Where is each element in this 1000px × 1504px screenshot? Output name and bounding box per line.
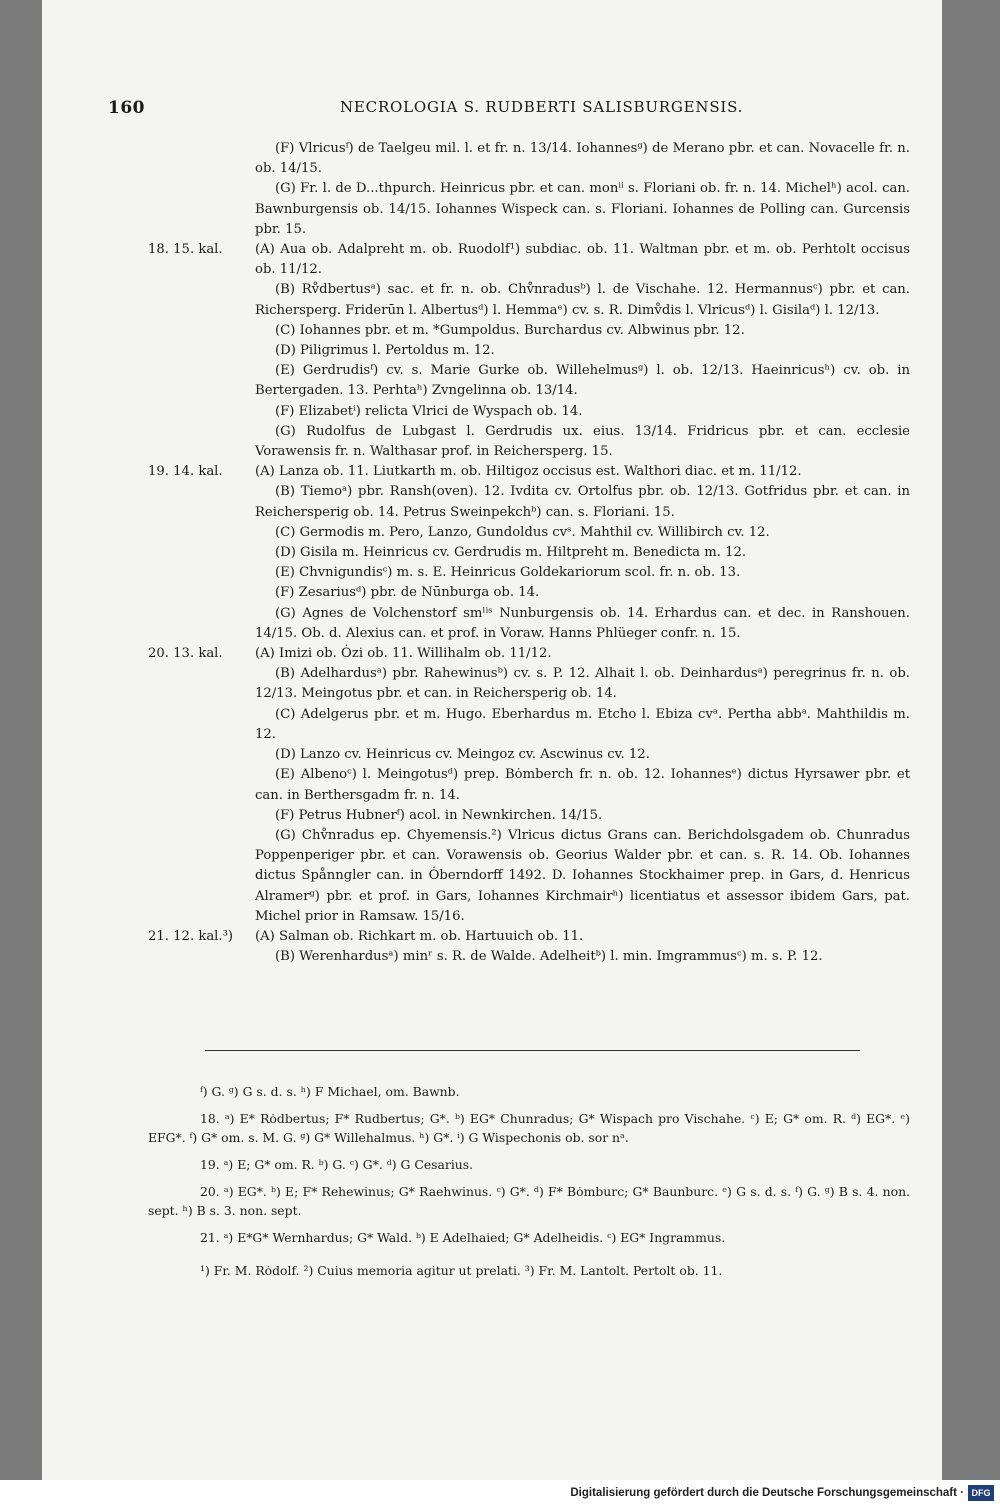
entry-paragraph: (E) Chvnigundisᶜ) m. s. E. Heinricus Goldekariorum scol. fr. n. ob. 13. bbox=[275, 565, 741, 581]
necrology-text bbox=[148, 139, 910, 967]
entry-paragraph: (F) Elizabetⁱ) relicta Vlrici de Wyspach ob. 14. bbox=[275, 403, 583, 419]
day-heading-row bbox=[148, 644, 910, 664]
day-entry bbox=[148, 139, 910, 240]
entry-paragraph: (A) Aua ob. Adalpreht m. ob. Ruodolf¹) subdiac. ob. 11. Waltman pbr. et m. ob. Perhtolt occisus ob. 11/12. bbox=[255, 242, 910, 278]
entry-paragraph: (D) Gisila m. Heinricus cv. Gerdrudis m. Hiltpreht m. Benedicta m. 12. bbox=[275, 545, 747, 561]
entry-paragraph: (C) Germodis m. Pero, Lanzo, Gundoldus cvˢ. Mahthil cv. Willibirch cv. 12. bbox=[275, 524, 770, 540]
running-head: NECROLOGIA S. RUDBERTI SALISBURGENSIS. bbox=[340, 98, 744, 116]
date-label: 19. 14. kal. bbox=[148, 464, 223, 480]
entry-paragraph: (B) Tiemoᵃ) pbr. Ransh(oven). 12. Ivdita cv. Ortolfus pbr. ob. 12/13. Gotfridus pbr. et can. in Reichersperig ob. 14. Petrus Sweinpekchᵇ) can. s. Floriani. 15. bbox=[255, 484, 910, 520]
day-heading-row bbox=[148, 240, 910, 280]
entry-paragraph: (D) Lanzo cv. Heinricus cv. Meingoz cv. Ascwinus cv. 12. bbox=[275, 747, 650, 763]
apparatus-note: 19. ᵃ) E; G* om. R. ᵇ) G. ᶜ) G*. ᵈ) G Cesarius. bbox=[200, 1157, 474, 1172]
entry-paragraph: (G) Fr. l. de D...thpurch. Heinricus pbr. et can. monⁱⁱ s. Floriani ob. fr. n. 14. Michelʰ) acol. can. Bawnburgensis ob. 14/15. Iohannes Wispeck can. s. Floriani. Iohannes de Polling can. Gurcensis pbr. 15. bbox=[255, 181, 910, 237]
day-heading-row bbox=[148, 462, 910, 482]
entry-paragraph: (G) Chv̊nradus ep. Chyemensis.²) Vlricus dictus Grans can. Berichdolsgadem ob. Chunradus Poppenperiger pbr. et can. Vorawensis ob. Georius Walder pbr. et can. s. R. 14. Ob. Iohannes dictus Spånngler can. in Ȯberndorff 1492. D. Iohannes Stockhaimer prep. in Gars, d. Henricus Alramerᵍ) pbr. et prof. in Gars, Iohannes Kirchmairʰ) licentiatus et assessor ibidem Gars, pat. Michel prior in Ramsaw. 15/16. bbox=[255, 827, 910, 924]
entry-paragraph: (F) Zesariusᵈ) pbr. de Nūnburga ob. 14. bbox=[275, 585, 540, 601]
dfg-logo-icon: DFG bbox=[968, 1485, 994, 1501]
apparatus-note: 21. ᵃ) E*G* Wernhardus; G* Wald. ᵇ) E Adelhaied; G* Adelheidis. ᶜ) EG* Ingrammus. bbox=[200, 1230, 726, 1245]
entry-paragraph: (B) Adelhardusᵃ) pbr. Rahewinusᵇ) cv. s. P. 12. Alhait l. ob. Deinhardusᵃ) peregrinus fr. n. ob. 12/13. Meingotus pbr. et can. in Reichersperig ob. 14. bbox=[255, 666, 910, 702]
footnote-rule bbox=[205, 1050, 860, 1055]
entry-paragraph: (E) Albenoᶜ) l. Meingotusᵈ) prep. Bȯmberch fr. n. ob. 12. Iohannesᵉ) dictus Hyrsawer pbr. et can. in Berthersgadm fr. n. 14. bbox=[255, 767, 910, 803]
day-heading-row bbox=[148, 927, 910, 947]
apparatus-notes bbox=[148, 1082, 910, 1288]
entry-paragraph: (A) Salman ob. Richkart m. ob. Hartuuich ob. 11. bbox=[255, 928, 584, 944]
page-number: 160 bbox=[108, 98, 145, 118]
entry-paragraph: (A) Lanza ob. 11. Liutkarth m. ob. Hiltigoz occisus est. Walthori diac. et m. 11/12. bbox=[255, 464, 802, 480]
apparatus-note: 18. ᵃ) E* Rȯdbertus; F* Rudbertus; G*. ᵇ) EG* Chunradus; G* Wispach pro Vischahe. ᶜ) E; G* om. R. ᵈ) EG*. ᵉ) EFG*. ᶠ) G* om. s. M. G. ᵍ) G* Willehalmus. ʰ) G*. ⁱ) G Wispechonis ob. sor nᵃ. bbox=[148, 1111, 910, 1145]
entry-paragraph: (C) Iohannes pbr. et m. *Gumpoldus. Burchardus cv. Albwinus pbr. 12. bbox=[275, 322, 745, 338]
entry-paragraph: (B) Rv̊dbertusᵃ) sac. et fr. n. ob. Chv̊nradusᵇ) l. de Vischahe. 12. Hermannusᶜ) pbr. et can. Richersperg. Friderūn l. Albertusᵈ) l. Hemmaᵉ) cv. s. R. Dimv̊dis l. Vlricusᵈ) l. Gisilaᵈ) l. 12/13. bbox=[255, 282, 910, 318]
apparatus-note: 20. ᵃ) EG*. ᵇ) E; F* Rehewinus; G* Raehwinus. ᶜ) G*. ᵈ) F* Bȯmburc; G* Baunburc. ᵉ) G s. d. s. ᶠ) G. ᵍ) B s. 4. non. sept. ʰ) B s. 3. non. sept. bbox=[148, 1184, 910, 1218]
date-label: 20. 13. kal. bbox=[148, 646, 223, 662]
entry-paragraph: (B) Werenhardusᵃ) minʳ s. R. de Walde. Adelheitᵇ) l. min. Imgrammusᶜ) m. s. P. 12. bbox=[275, 949, 823, 965]
reference-notes: ¹) Fr. M. Rȯdolf. ²) Cuius memoria agitur ut prelati. ³) Fr. M. Lantolt. Pertolt ob. 11. bbox=[200, 1263, 723, 1278]
entry-paragraph: (E) Gerdrudisᶠ) cv. s. Marie Gurke ob. Willehelmusᵍ) l. ob. 12/13. Haeinricusʰ) cv. ob. in Bertergaden. 13. Perhtaʰ) Zvngelinna ob. 13/14. bbox=[255, 363, 910, 399]
funding-notice: Digitalisierung gefördert durch die Deutsche Forschungsgemeinschaft · bbox=[570, 1487, 964, 1499]
entry-paragraph: (F) Vlricusᶠ) de Taelgeu mil. l. et fr. n. 13/14. Iohannesᵍ) de Merano pbr. et can. Novacelle fr. n. ob. 14/15. bbox=[255, 141, 910, 177]
entry-paragraph: (G) Rudolfus de Lubgast l. Gerdrudis ux. eius. 13/14. Fridricus pbr. et can. ecclesie Vorawensis fr. n. Walthasar prof. in Reichersperg. 15. bbox=[255, 423, 910, 460]
date-label: 18. 15. kal. bbox=[148, 242, 223, 258]
apparatus-note: ᶠ) G. ᵍ) G s. d. s. ʰ) F Michael, om. Bawnb. bbox=[200, 1084, 460, 1099]
day-entry bbox=[148, 927, 910, 967]
entry-paragraph: (A) Imizi ob. Ȯzi ob. 11. Willihalm ob. 11/12. bbox=[255, 646, 552, 662]
entry-paragraph: (D) Piligrimus l. Pertoldus m. 12. bbox=[275, 343, 495, 359]
day-entry bbox=[148, 462, 910, 644]
date-label: 21. 12. kal.³) bbox=[148, 928, 234, 944]
day-entry bbox=[148, 240, 910, 462]
entry-paragraph: (G) Agnes de Volchenstorf smˡⁱˢ Nunburgensis ob. 14. Erhardus can. et dec. in Ranshouen. 14/15. Ob. d. Alexius can. et prof. in Voraw. Hanns Phlüeger confr. n. 15. bbox=[255, 605, 910, 641]
entry-paragraph: (C) Adelgerus pbr. et m. Hugo. Eberhardus m. Etcho l. Ebiza cvᵃ. Pertha abbᵃ. Mahthildis m. 12. bbox=[255, 706, 910, 742]
day-entry bbox=[148, 644, 910, 927]
entry-paragraph: (F) Petrus Hubnerᶠ) acol. in Newnkirchen. 14/15. bbox=[275, 807, 603, 823]
